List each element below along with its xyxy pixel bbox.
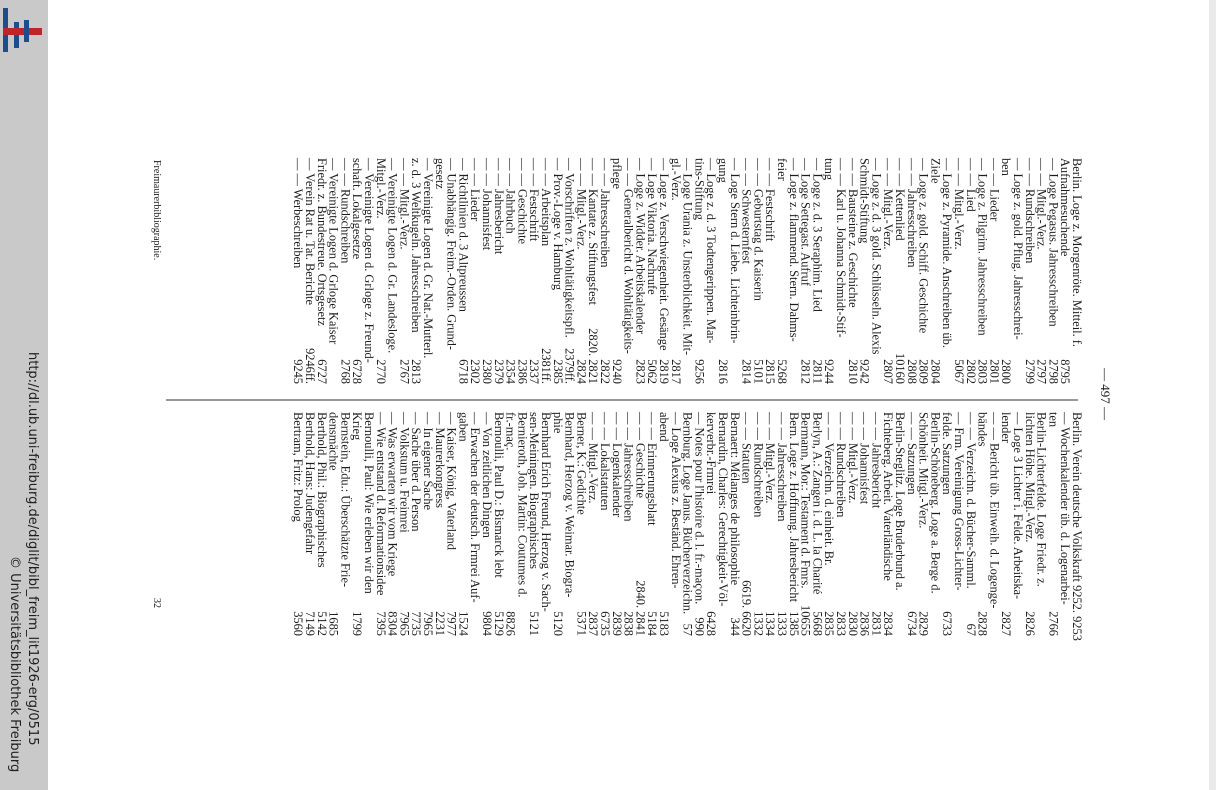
right-entry-number: 2836	[857, 611, 872, 636]
right-entry-text: — Was erwarten wir vom Kriege	[385, 412, 400, 577]
left-entry-number: 2380	[480, 359, 494, 384]
right-entry-text: — — Johannisfest	[857, 412, 872, 505]
right-entry-number: 2829	[916, 611, 931, 636]
right-entry-text: — Frm. Vereinigung Gross-Lichter-	[952, 412, 966, 591]
left-entry-number: 5062	[645, 359, 660, 384]
right-entry-number: 2839	[609, 611, 624, 636]
right-entry-text: ten	[1046, 412, 1061, 428]
left-entry-number: 2813	[409, 359, 424, 384]
right-entry-text: — — Logenkalender	[609, 412, 624, 518]
left-entry-number: 6718	[456, 359, 471, 384]
right-entry-text: Bermann, Mor.: Testament d. Fmrs.	[798, 412, 813, 589]
left-entry-text: — — Werbeschreiben	[291, 158, 306, 269]
left-entry-text: — Loge Pegasus. Jahresschreiben	[1046, 158, 1061, 327]
right-entry-number: 2766	[1046, 611, 1061, 636]
right-entry-number: 57	[680, 623, 695, 636]
left-entry-number: 2381ff.	[539, 348, 553, 384]
left-entry-number: 2809	[916, 359, 931, 384]
left-entry-text: — Vorschriften z. Wohltätigkeitspfl.	[562, 158, 577, 338]
right-entry-number: 2835	[822, 611, 837, 636]
right-entry-number: 2834	[881, 611, 896, 636]
left-entry-text: — — Generalbericht d. Wohltätigkeits-	[621, 158, 636, 354]
right-entry-number: 5184	[645, 611, 660, 636]
right-entry-number: 7977	[444, 611, 459, 636]
right-entry-number: 7149	[303, 611, 317, 636]
right-entry-text: — — Jahresschreiben	[621, 412, 636, 522]
left-entry-text: — — Rundschreiben	[338, 158, 353, 264]
right-entry-text: Bernhard, Herzog v. Weimar. Biogra-	[562, 412, 577, 598]
left-entry-text: ben	[999, 158, 1014, 176]
right-entry-text: Bernardin, Charles: Gerechtigkeit-Völ-	[716, 412, 730, 607]
left-entry-number: 2816	[716, 359, 730, 384]
left-entry-number: 6727	[314, 359, 329, 384]
right-entry-number: 7965	[421, 611, 435, 636]
left-entry-text: feier	[775, 158, 789, 181]
left-entry-text: — — Jahresschreiben	[598, 158, 612, 268]
right-entry-number: 6733	[940, 611, 955, 636]
right-entry-number: 5129	[491, 611, 506, 636]
right-entry-text: — — Mitgl.-Verz.	[763, 412, 778, 504]
right-entry-text: — — Jahresschreiben	[775, 412, 789, 522]
right-entry-text: — — Verzeichn. d. einheit. Br.	[822, 412, 837, 566]
left-entry-number: 8795	[1058, 359, 1073, 385]
right-entry-text: gaben	[456, 412, 471, 442]
left-entry-number: 2798	[1046, 359, 1061, 384]
left-entry-text: schaft. Lokalgesetze	[350, 158, 365, 260]
left-entry-number: 9244	[822, 359, 837, 384]
right-entry-number: 6734	[904, 611, 919, 636]
left-entry-text: — — Geschichte	[515, 158, 530, 245]
right-entry-text: — Volkstum u. Freimrei	[397, 412, 412, 533]
left-entry-number: 2823	[633, 359, 648, 384]
right-entry-number: 5371	[574, 611, 589, 636]
left-entry-text: pflege	[609, 158, 624, 189]
right-entry-text: — — Verzeichn. d. Bücher-Samml.	[963, 412, 978, 589]
left-entry-number: 2386	[515, 359, 530, 384]
left-entry-number: 2817	[668, 359, 683, 384]
left-entry-text: — — Lieder	[468, 158, 483, 222]
left-entry-number: 9245	[291, 359, 306, 384]
right-entry-text: sen-Meiningen. Biographisches	[527, 412, 542, 569]
right-entry-number: 2838	[621, 611, 636, 636]
left-entry-text: — Prov.-Loge v. Hamburg	[550, 158, 565, 291]
left-entry-number: 2812	[798, 359, 813, 384]
left-entry-text: — Loge z. Pilgrim. Jahresschreiben	[975, 158, 990, 336]
left-entry-text: — — Geburtstag d. Kaiserin	[751, 158, 766, 301]
left-entry-text: — Loge z. gold. Schiff. Geschichte	[916, 158, 931, 334]
left-entry-number: 9242	[857, 359, 872, 384]
left-entry-number: 2803	[975, 359, 990, 384]
left-entry-number: 2804	[928, 359, 943, 384]
left-entry-text: gl.-Verz.	[668, 158, 683, 201]
left-entry-text: — Verein Rat u. Tat. Berichte	[303, 158, 317, 305]
left-entry-number: 5067	[952, 359, 966, 384]
right-entry-text: lichten Höhe. Mitgl.-Verz.	[1022, 412, 1037, 543]
left-entry-text: — — Karl u. Johanna Schmidt-Stif-	[834, 158, 848, 338]
left-entry-text: — — Mitgl.-Verz.	[397, 158, 412, 250]
left-entry-text: Mitgl.-Verz.	[373, 158, 388, 219]
left-entry-text: — — Mitgl.-Verz.	[1034, 158, 1049, 250]
right-entry-number: 1334	[763, 611, 778, 636]
right-entry-text: felde. Satzungen	[940, 412, 955, 495]
left-entry-text: — — Johannisfest	[480, 158, 494, 251]
page-edge	[1209, 0, 1216, 790]
right-entry-text: Bernaert: Mélanges de philosophie	[727, 412, 742, 586]
left-entry-text: — Loge z. flammend. Stern. Dahms-	[786, 158, 801, 342]
right-entry-number: 7395	[373, 611, 388, 636]
left-entry-number: 2808	[904, 359, 919, 384]
right-entry-number: 5121	[527, 611, 542, 636]
left-entry-text: — — Kettenlied	[893, 158, 907, 241]
left-entry-number: 2802	[963, 359, 978, 384]
right-entry-number: 5120	[550, 611, 565, 636]
left-entry-number: 2815	[763, 359, 778, 384]
left-entry-text: — — Kantate z. Stiftungsfest	[586, 158, 601, 305]
left-entry-number: 2770	[373, 359, 388, 384]
left-entry-text: — Loge z. d. 3 Seraphim. Lied	[810, 158, 825, 312]
left-entry-number: 2810	[845, 359, 860, 384]
left-entry-number: 9256	[692, 359, 707, 384]
right-entry-text: — Maurerkongress	[432, 412, 447, 509]
right-entry-text: — Wochenkalender üb. d. Logenarbei-	[1058, 412, 1073, 605]
right-entry-text: abend	[657, 412, 671, 442]
left-entry-number: 2379	[491, 359, 506, 384]
left-entry-text: — — Lieder	[987, 158, 1002, 222]
left-entry-text: tins-Stiftung	[692, 158, 707, 220]
left-entry-text: — Vereinigte Logen d. Gr. Landesloge.	[385, 158, 400, 354]
copyright-text: © Universitätsbibliothek Freiburg	[7, 556, 22, 773]
left-entry-text: — — Jahresbericht	[491, 158, 506, 255]
right-entry-text: Bernstein, Edu.: Überschätzte Frie-	[338, 412, 353, 588]
left-entry-number: 6728	[350, 359, 365, 384]
left-entry-text: — Vereinigte Logen d. Grloge Kaiser	[326, 158, 341, 345]
left-entry-text: — — Schwesternfest	[739, 158, 754, 264]
page-footer-number: 32	[151, 598, 162, 608]
right-entry-text: Bernieroth, Joh. Martin: Coutumes d.	[515, 412, 530, 598]
right-entry-text: — Kaiser, König, Vaterland	[444, 412, 459, 550]
left-entry-text: — Unabhängig. Freim.-Orden. Grund-	[444, 158, 459, 351]
left-entry-number: 2768	[338, 359, 353, 384]
right-entry-number: 1332	[751, 611, 766, 636]
viewer-sidebar	[0, 0, 48, 790]
left-entry-number: 2379ff.	[562, 348, 577, 384]
left-entry-text: — Richtlinien d. 3 Altpreussen	[456, 158, 471, 312]
left-entry-text: — — Jahresschreiben	[904, 158, 919, 268]
right-entry-number: 1799	[350, 611, 365, 636]
right-entry-text: — — Mitgl.-Verz.	[586, 412, 601, 504]
left-entry-number: 5268	[775, 359, 789, 384]
left-entry-text: Ziele	[928, 158, 943, 184]
left-entry-text: Schmidt-Stiftung	[857, 158, 872, 244]
page-scan-svg	[48, 0, 1216, 790]
right-entry-text: Berlin-Steglitz. Loge Bruderbund a.	[893, 412, 907, 591]
right-entry-number: 7965	[397, 611, 412, 636]
right-entry-number: 1685	[326, 611, 341, 636]
right-entry-text: — Loge 3 Lichter i. Felde. Arbeitska-	[1011, 412, 1025, 600]
left-entry-text: gung	[716, 158, 730, 183]
right-entry-text: Fichteberg. Arbeit. Vaterländische	[881, 412, 896, 581]
right-entry-text: — — Geschichte	[633, 412, 648, 499]
left-entry-number: 2824	[574, 359, 589, 384]
left-entry-text: — Loge Viktoria. Nachrufe	[645, 158, 660, 295]
left-entry-text: — Vereinigte Logen d. Gr. Nat.-Mutterl.	[421, 158, 435, 359]
right-entry-number: 990	[692, 617, 707, 636]
left-entry-number: 2811	[810, 359, 825, 384]
left-entry-text: — — Mitgl.-Verz.	[574, 158, 589, 250]
right-entry-text: Berthold, Hans: Judengefahr	[303, 412, 317, 555]
right-entry-number: 6428	[704, 611, 719, 636]
right-entry-text: Berlin-Lichterfelde. Loge Friedr. z.	[1034, 412, 1049, 587]
right-entry-number: 8826	[503, 611, 518, 636]
left-entry-text: Aufnahmesuchende	[1058, 158, 1073, 257]
left-entry-number: 2767	[397, 359, 412, 384]
right-entry-number: 6735	[598, 611, 612, 636]
right-entry-text: — — Lokalstatuten	[598, 412, 612, 511]
right-entry-number: 7735	[409, 611, 424, 636]
right-entry-text: — — Jahresbericht	[869, 412, 884, 509]
right-entry-number: 67	[963, 623, 978, 636]
left-entry-number: 2302	[468, 359, 483, 384]
left-entry-text: — — Rundschreiben	[1022, 158, 1037, 264]
right-entry-text: Berlyn, A.: Zangen i. d. L. la Charité	[810, 412, 825, 595]
left-entry-text: — Loge z. Verschwiegenheit. Gesänge	[657, 158, 671, 351]
left-entry-number: 2807	[881, 359, 896, 384]
right-entry-text: Bertram, Fritz: Prolog	[291, 412, 306, 522]
right-entry-text: Berlin-Schöneberg. Loge a. Berge d.	[928, 412, 943, 594]
left-entry-number: 2799	[1022, 359, 1037, 384]
left-entry-text: — Loge Settegast. Aufruf	[798, 158, 813, 287]
right-entry-number: 3560	[291, 611, 306, 636]
left-entry-text: Berlin. Loge z. Morgenröte. Mitteil. f.	[1070, 158, 1084, 348]
right-entry-number: 2831	[869, 611, 884, 636]
left-entry-text: — — Arbeitsplan	[539, 158, 553, 247]
right-entry-text: — — Rundschreiben	[751, 412, 766, 518]
right-entry-number: 5668	[810, 611, 825, 636]
right-entry-text: Bernhard Erich Freund, Herzog v. Sach-	[539, 412, 553, 612]
right-entry-text: — — Statuten	[739, 412, 754, 484]
right-entry-number: 2827	[999, 611, 1014, 636]
right-entry-text: — Erwachen der deutsch. Frmrei Auf-	[468, 412, 483, 603]
right-entry-number: 2837	[586, 611, 601, 636]
right-entry-text: — — Rundschreiben	[834, 412, 848, 518]
page-header: — 497 —	[1098, 368, 1113, 420]
left-entry-text: — Loge z. Widder. Arbeitskalender	[633, 158, 648, 335]
left-entry-text: — Loge z. Pyramide. Anschreiben üb.	[940, 158, 955, 348]
left-entry-number: 2820. 2821	[586, 328, 601, 384]
right-entry-text: bändes	[975, 412, 990, 447]
right-entry-text: — In eigener Sache	[421, 412, 435, 511]
left-entry-text: — — Lied	[963, 158, 978, 212]
left-entry-text: — Loge z. d. 3 Todtengerippen. Mar-	[704, 158, 719, 344]
right-entry-number: 2231	[432, 611, 447, 636]
right-entry-text: — Notes pour l'histoire d. l. fr.-maçon.	[692, 412, 707, 605]
left-entry-number: 2822	[598, 359, 612, 384]
right-entry-number: 8304	[385, 611, 400, 636]
right-entry-text: Bernoulli, Paul D.: Bismarck lebt	[491, 412, 506, 578]
left-entry-text: z. d. 3 Weltkugeln. Jahresschreiben	[409, 158, 424, 333]
right-entry-text: — — Erinnerungsblatt	[645, 412, 660, 526]
page-footer-label: Freimaurerbibliographie.	[151, 160, 162, 261]
right-entry-number: 5142	[314, 611, 329, 636]
right-entry-text: — — Satzungen	[904, 412, 919, 495]
right-entry-text: Bernburg. Loge Janus. Bücherverzeichn.	[680, 412, 695, 615]
right-entry-number: 6619. 6620	[739, 580, 754, 636]
right-entry-number: 1524	[456, 611, 471, 636]
left-entry-number: 2385	[550, 359, 565, 384]
right-entry-text: lender	[999, 412, 1014, 443]
left-entry-text: tung	[822, 158, 837, 181]
source-url-text[interactable]: http://dl.ub.uni-freiburg.de/diglit/bibl_freim_lit1926-erg/0515	[25, 352, 40, 746]
right-entry-text: — Wie entstand d. Reformationsidee	[373, 412, 388, 596]
left-entry-number: 2819	[657, 359, 671, 384]
right-entry-text: Berlin. Verein deutsche Volkskraft 9252. 9253	[1070, 412, 1084, 641]
left-entry-number: 2801	[987, 359, 1002, 384]
left-entry-text: — Vereinigte Logen d. Grloge z. Freund-	[362, 158, 376, 363]
left-entry-text: Friedr. z. Bundestreue. Ortsgesetz	[314, 158, 329, 326]
right-entry-text: Bernoulli, Paul: Wie erleben wir den	[362, 412, 376, 594]
right-entry-number: 1385	[786, 611, 801, 636]
right-entry-text: kerverbr.-Frmrei	[704, 412, 719, 495]
right-entry-number: 2830	[845, 611, 860, 636]
left-entry-text: — — Mitgl.-Verz.	[952, 158, 966, 250]
right-entry-number: 1333	[775, 611, 789, 636]
left-entry-text: — — Festschrift	[527, 158, 542, 242]
left-entry-text: — Loge Stern d. Liebe. Lichteinbrin-	[727, 158, 742, 344]
right-entry-text: — — Bericht üb. Einweih. d. Logenge-	[987, 412, 1002, 609]
left-entry-number: 10160	[893, 353, 907, 384]
right-entry-number: 2828	[975, 611, 990, 636]
left-entry-text: — Loge z. gold. Pflug. Jahresschrei-	[1011, 158, 1025, 340]
right-entry-text: Berner, K.: Gedichte	[574, 412, 589, 515]
left-entry-text: — Loge z. d. 3 gold. Schlüsseln. Alexis	[869, 158, 884, 355]
right-entry-number: 2826	[1022, 611, 1037, 636]
right-entry-number: 2833	[834, 611, 848, 636]
right-entry-text: — Loge Alexius z. Beständ. Ehren-	[668, 412, 683, 589]
right-entry-text: — Sache über d. Person	[409, 412, 424, 532]
right-entry-text: Berthold, Phil.: Biographisches	[314, 412, 329, 568]
left-entry-text: — — Bausteine z. Geschichte	[845, 158, 860, 308]
right-entry-text: phie	[550, 412, 565, 434]
left-entry-text: — Loge Urania z. Unsterblichkeit. Mit-	[680, 158, 695, 356]
right-entry-text: densmächte	[326, 412, 341, 471]
right-entry-text: Schönheit. Mitgl.-Verz.	[916, 412, 931, 529]
scanned-page	[48, 0, 1216, 790]
left-entry-text: gesetz	[432, 158, 447, 189]
left-entry-number: 2800	[999, 359, 1014, 384]
right-entry-number: 5183	[657, 611, 671, 636]
right-entry-text: fr.-maç.	[503, 412, 518, 451]
left-entry-number: 2797	[1034, 359, 1049, 384]
right-entry-number: 2840. 2841	[633, 580, 648, 636]
right-entry-text: — Von zeitlichen Dingen	[480, 412, 494, 538]
right-entry-text: — — Mitgl.-Verz.	[845, 412, 860, 504]
right-entry-text: Krieg	[350, 412, 365, 441]
left-entry-number: 2354	[503, 359, 518, 384]
left-entry-number: 9246ff.	[303, 348, 317, 384]
right-entry-text: Bern. Loge z. Hoffnung. Jahresbericht	[786, 412, 801, 603]
left-entry-text: — — Jahrbuch	[503, 158, 518, 234]
left-entry-text: — — Festschrift	[763, 158, 778, 242]
right-entry-number: 9804	[480, 611, 494, 636]
left-entry-number: 2814	[739, 359, 754, 384]
left-entry-text: — — Mitgl.-Verz.	[881, 158, 896, 250]
left-entry-number: 2337	[527, 359, 542, 384]
right-entry-number: 10655	[798, 605, 813, 636]
left-entry-number: 9240	[609, 359, 624, 384]
right-entry-number: 344	[727, 617, 742, 636]
left-entry-number: 5101	[751, 359, 766, 384]
